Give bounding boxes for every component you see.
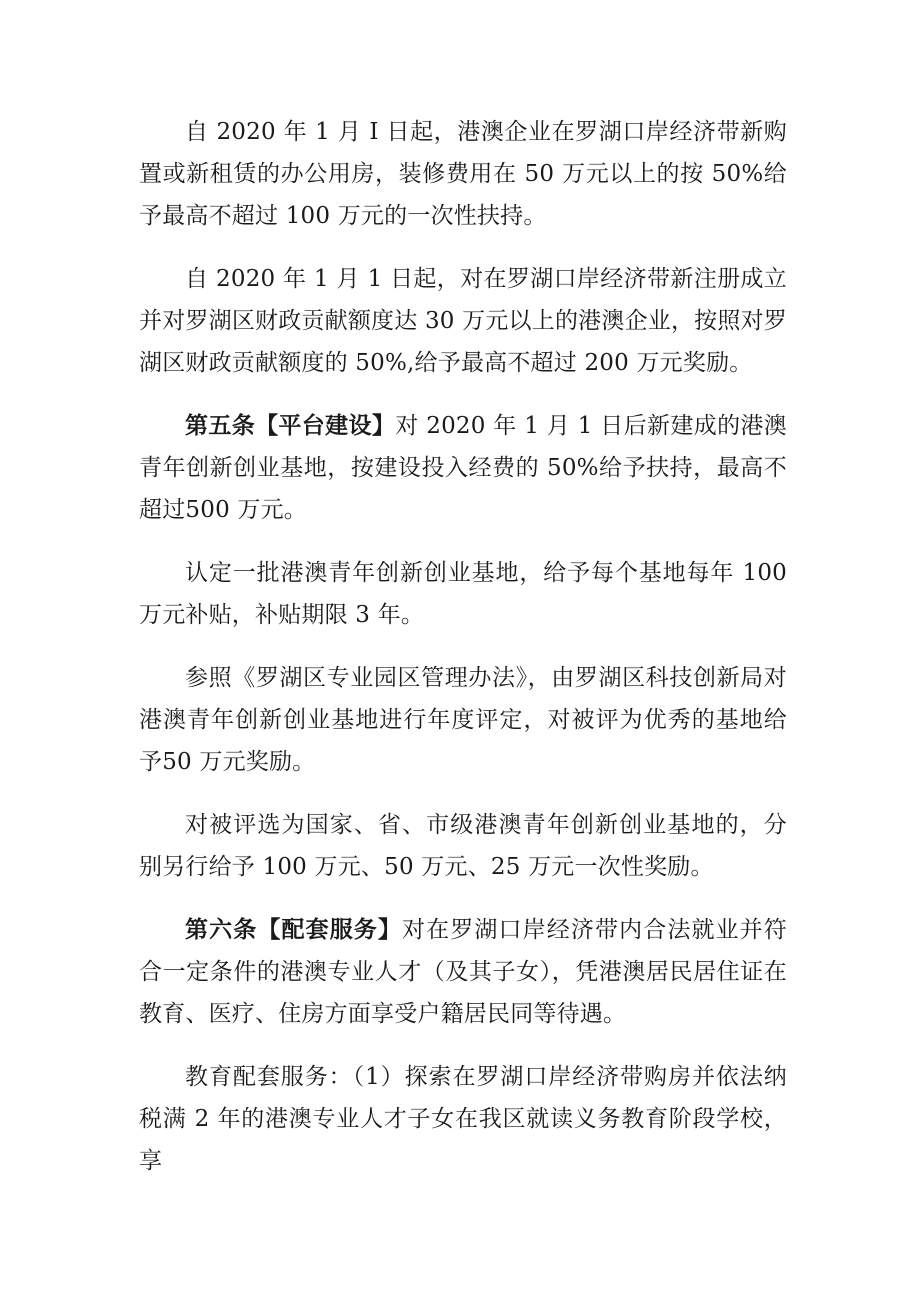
paragraph-text: 对在罗湖口岸经济带内合法就业并符合一定条件的港澳专业人才（及其子女），凭港澳居民居住证在教育、医疗、住房方面享受户籍居民同等待遇。 bbox=[139, 917, 787, 1027]
paragraph-level-reward bbox=[139, 804, 787, 888]
paragraph-text: 参照《罗湖区专业园区管理办法》，由罗湖区科技创新局对港澳青年创新创业基地进行年度评定，对被评为优秀的基地给予50 万元奖励。 bbox=[139, 665, 787, 775]
article-heading: 第五条【平台建设】 bbox=[185, 413, 396, 439]
article-heading: 第六条【配套服务】 bbox=[185, 917, 403, 943]
paragraph-fiscal-reward bbox=[139, 258, 787, 384]
paragraph-base-subsidy bbox=[139, 552, 787, 636]
paragraph-text: 自 2020 年 1 月 1 日起，对在罗湖口岸经济带新注册成立并对罗湖区财政贡献额度达 30 万元以上的港澳企业，按照对罗湖区财政贡献额度的 50%,给予最高不超过 200 万元奖励。 bbox=[139, 266, 787, 376]
document-body bbox=[139, 111, 787, 1202]
paragraph-text: 对 2020 年 1 月 1 日后新建成的港澳青年创新创业基地，按建设投入经费的 50%给予扶持，最高不超过500 万元。 bbox=[139, 413, 787, 523]
paragraph-text: 自 2020 年 1 月 I 日起，港澳企业在罗湖口岸经济带新购置或新租赁的办公用房，装修费用在 50 万元以上的按 50%给予最高不超过 100 万元的一次性扶持。 bbox=[139, 119, 787, 229]
paragraph-article-5 bbox=[139, 405, 787, 531]
paragraph-annual-evaluation bbox=[139, 657, 787, 783]
paragraph-text: 教育配套服务：（1）探索在罗湖口岸经济带购房并依法纳税满 2 年的港澳专业人才子女在我区就读义务教育阶段学校，享 bbox=[139, 1064, 787, 1174]
paragraph-text: 对被评选为国家、省、市级港澳青年创新创业基地的，分别另行给予 100 万元、50 万元、25 万元一次性奖励。 bbox=[139, 812, 787, 880]
paragraph-article-6 bbox=[139, 909, 787, 1035]
paragraph-education-services bbox=[139, 1056, 787, 1182]
paragraph-decoration-subsidy bbox=[139, 111, 787, 237]
paragraph-text: 认定一批港澳青年创新创业基地，给予每个基地每年 100 万元补贴，补贴期限 3 年。 bbox=[139, 560, 787, 628]
